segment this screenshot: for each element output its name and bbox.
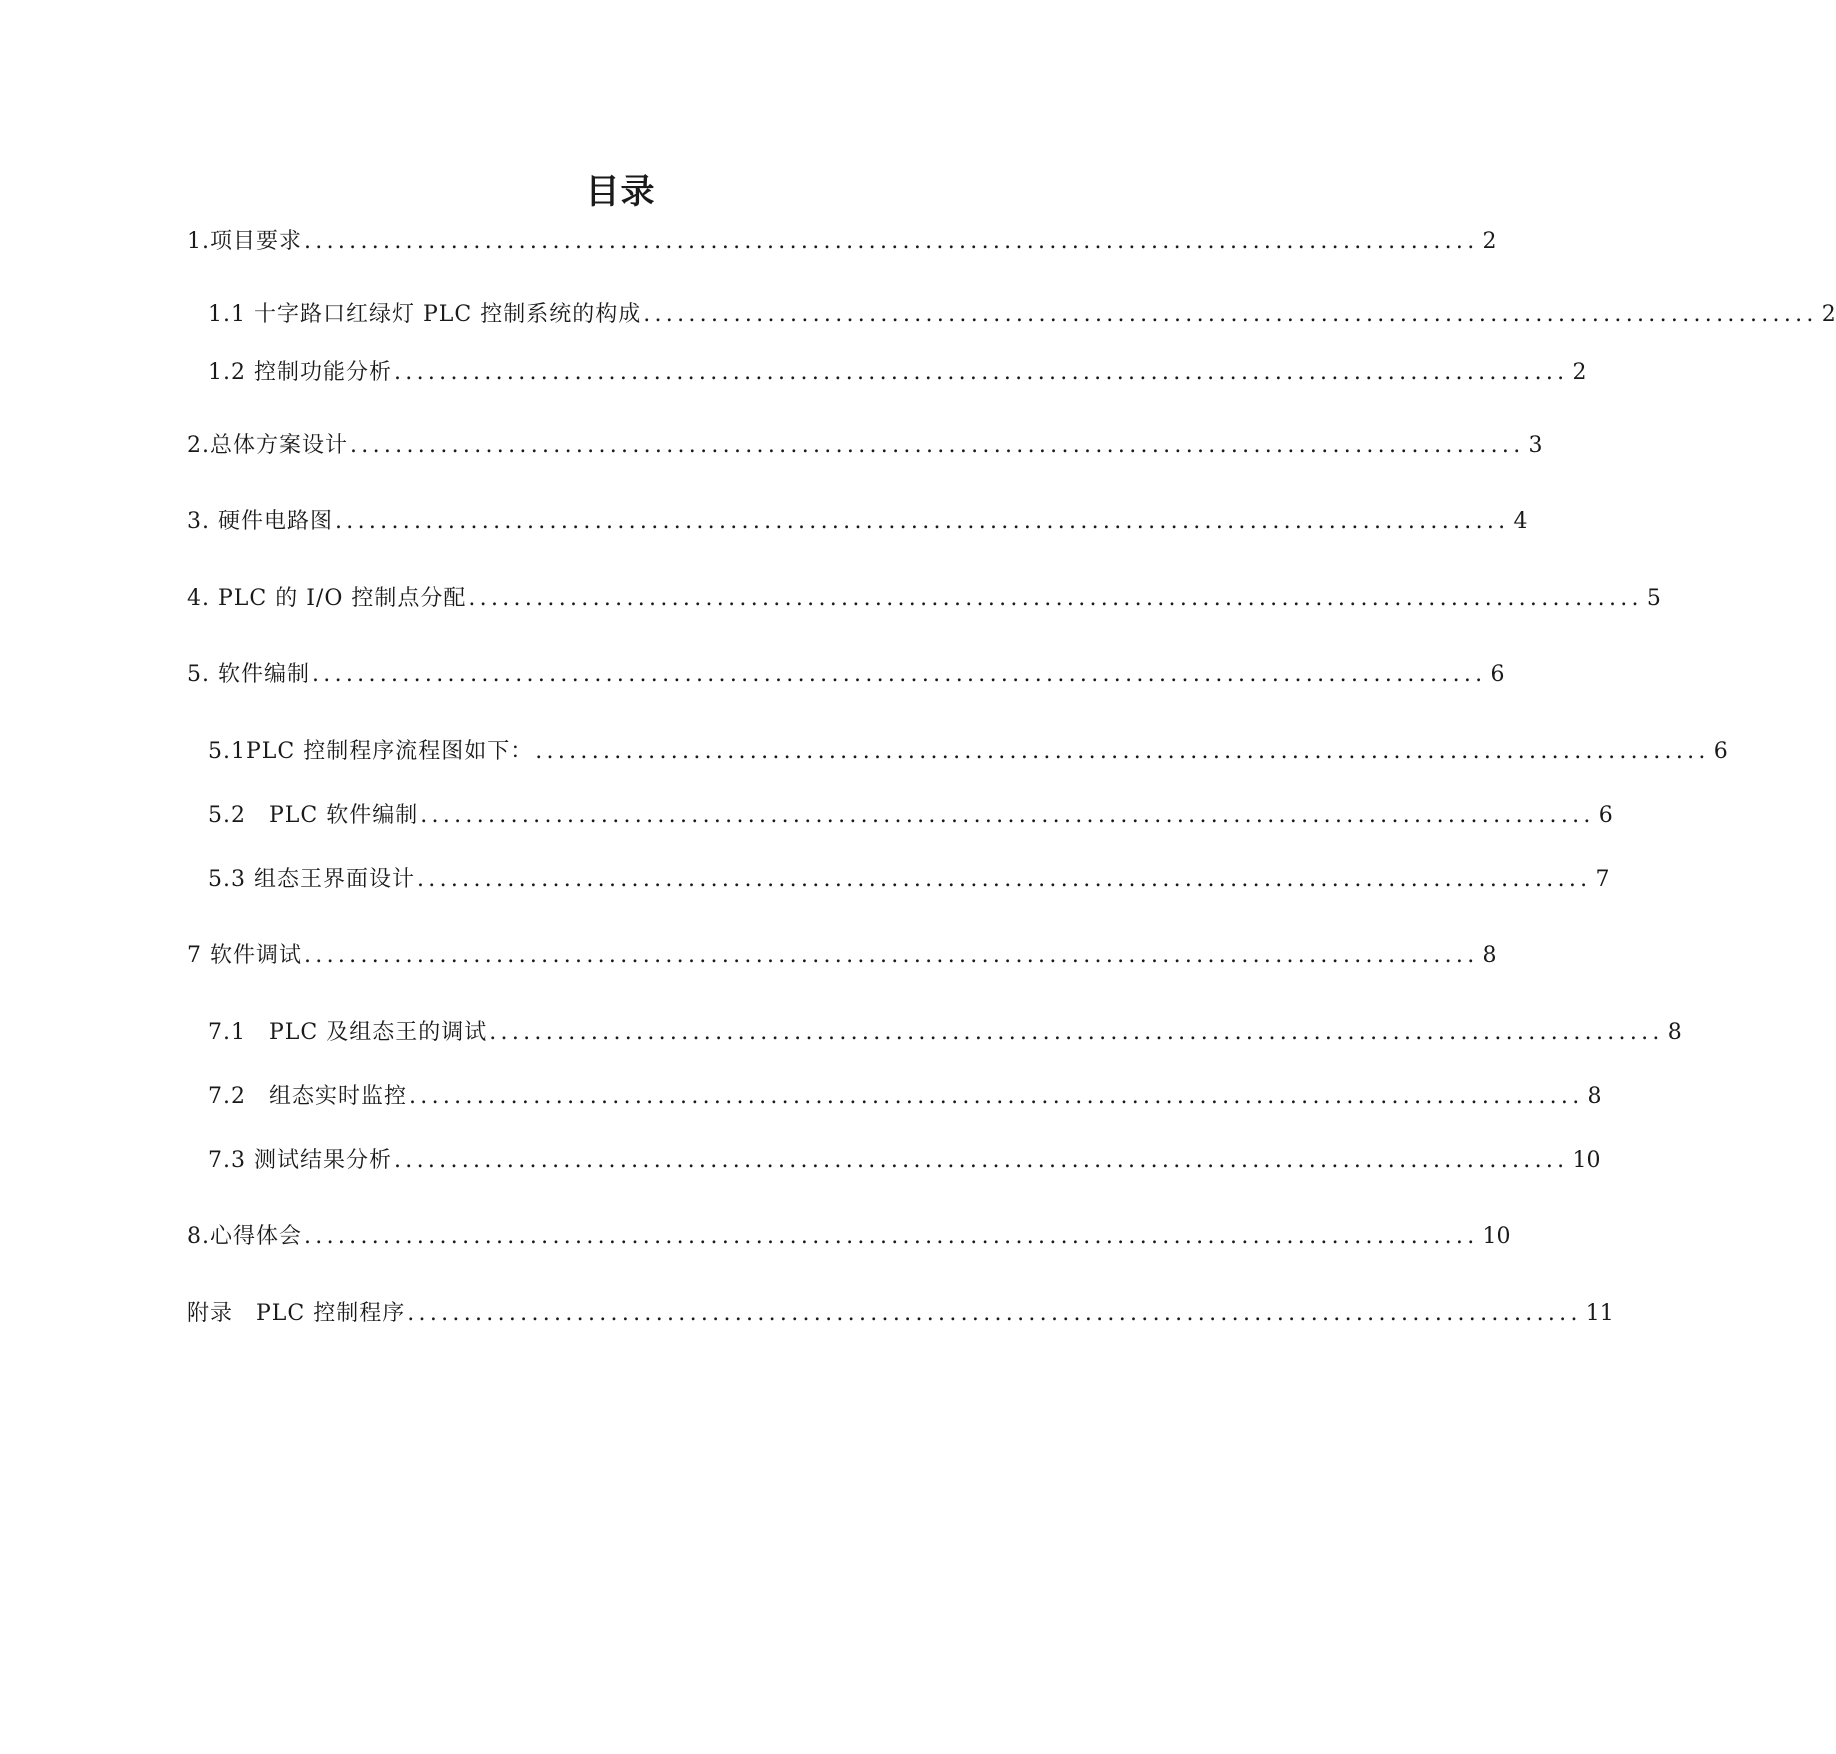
toc-dot-leader: ........................................................................................................ [416, 867, 1592, 892]
toc-page-number: 10 [1572, 1148, 1601, 1173]
toc-entry-label: 7.1 PLC 及组态王的调试 [208, 1020, 488, 1045]
toc-page-number: 7 [1595, 867, 1610, 892]
toc-dot-leader: ........................................................................................................ [393, 360, 1569, 385]
toc-dot-leader: ........................................................................................................ [393, 1148, 1569, 1173]
toc-entry[interactable] [208, 800, 1613, 832]
toc-entry[interactable] [208, 357, 1587, 389]
toc-entry-label: 5.1PLC 控制程序流程图如下： [208, 739, 534, 764]
toc-page-number: 2 [1482, 229, 1497, 254]
toc-dot-leader: ........................................................................................................ [420, 803, 1595, 828]
toc-entry-label: 5.2 PLC 软件编制 [208, 803, 419, 828]
toc-entry[interactable] [187, 1221, 1511, 1253]
toc-entry-label: 1.项目要求 [187, 229, 302, 254]
toc-entry[interactable] [187, 430, 1543, 462]
toc-entry-label: 8.心得体会 [187, 1224, 302, 1249]
toc-page-number: 11 [1585, 1301, 1614, 1326]
toc-page-number: 6 [1598, 803, 1613, 828]
toc-entry-label: 5. 软件编制 [187, 662, 310, 687]
toc-page-number: 4 [1513, 509, 1528, 534]
toc-entry-label: 1.1 十字路口红绿灯 PLC 控制系统的构成 [208, 302, 642, 327]
toc-entry-label: 1.2 控制功能分析 [208, 360, 392, 385]
toc-dot-leader: ........................................................................................................ [311, 662, 1487, 687]
toc-page-number: 8 [1667, 1020, 1682, 1045]
toc-dot-leader: ........................................................................................................ [407, 1301, 1582, 1326]
toc-entry[interactable] [187, 226, 1497, 258]
toc-entry-label: 3. 硬件电路图 [187, 509, 333, 534]
toc-entry-label: 7.2 组态实时监控 [208, 1084, 407, 1109]
toc-page-number: 6 [1490, 662, 1505, 687]
toc-dot-leader: ........................................................................................................ [304, 229, 1479, 254]
toc-title: 目录 [585, 172, 656, 212]
toc-entry-label: 7 软件调试 [187, 943, 302, 968]
toc-entry[interactable] [208, 1017, 1682, 1049]
toc-entry[interactable] [208, 299, 1836, 331]
toc-entry[interactable] [208, 736, 1728, 768]
toc-page-number: 8 [1482, 943, 1497, 968]
toc-entry[interactable] [187, 1298, 1614, 1330]
toc-dot-leader: ........................................................................................................ [304, 1224, 1479, 1249]
toc-entry[interactable] [208, 1145, 1601, 1177]
toc-page-number: 3 [1528, 433, 1543, 458]
toc-entry-label: 5.3 组态王界面设计 [208, 867, 415, 892]
toc-page-number: 2 [1821, 302, 1836, 327]
toc-entry[interactable] [187, 940, 1497, 972]
toc-entry-label: 2.总体方案设计 [187, 433, 348, 458]
toc-dot-leader: ........................................................................................................ [304, 943, 1479, 968]
toc-dot-leader: ........................................................................................................ [468, 586, 1643, 611]
toc-entry[interactable] [187, 506, 1528, 538]
toc-entry-label: 4. PLC 的 I/O 控制点分配 [187, 586, 467, 611]
toc-dot-leader: ........................................................................................................ [350, 433, 1525, 458]
toc-entry[interactable] [208, 864, 1610, 896]
toc-dot-leader: ........................................................................................................ [489, 1020, 1664, 1045]
toc-page-number: 8 [1587, 1084, 1602, 1109]
toc-entry[interactable] [187, 659, 1505, 691]
toc-dot-leader: ........................................................................................................ [334, 509, 1510, 534]
toc-dot-leader: ........................................................................................................ [409, 1084, 1584, 1109]
toc-page-number: 2 [1572, 360, 1587, 385]
toc-entry[interactable] [208, 1081, 1602, 1113]
toc-entry-label: 附录 PLC 控制程序 [187, 1301, 406, 1326]
toc-page-number: 5 [1646, 586, 1661, 611]
toc-page-number: 10 [1482, 1224, 1511, 1249]
toc-dot-leader: ........................................................................................................ [535, 739, 1710, 764]
toc-dot-leader: ........................................................................................................ [643, 302, 1818, 327]
toc-page-number: 6 [1713, 739, 1728, 764]
toc-entry-label: 7.3 测试结果分析 [208, 1148, 392, 1173]
toc-entry[interactable] [187, 583, 1661, 615]
